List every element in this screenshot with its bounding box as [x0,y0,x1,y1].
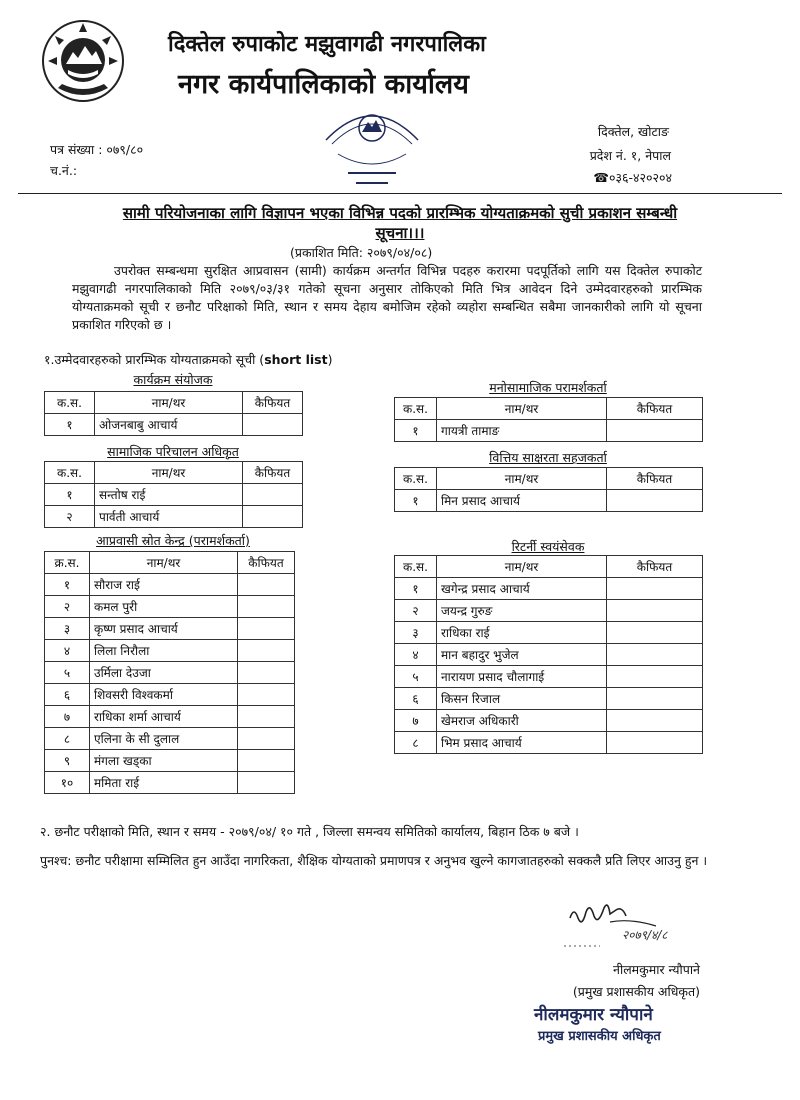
table-row [395,578,703,600]
financial-literacy-table-caption: वित्तिय साक्षरता सहजकर्ता [489,450,607,465]
candidate-name-cell: ओजनबाबु आचार्य [95,414,243,436]
shortlist-heading-close: ) [327,352,333,367]
serial-number-cell: १ [45,484,95,506]
psychosocial-table [394,397,703,442]
remarks-cell [607,578,703,600]
candidate-name-cell: मंगला खड्का [90,750,238,772]
table-row [45,618,295,640]
table-header-row [45,462,303,484]
candidate-name-cell: मिन प्रसाद आचार्य [437,490,607,512]
column-header: कैफियत [607,398,703,420]
table-row [395,600,703,622]
office-province: प्रदेश नं. १, नेपाल [589,148,671,163]
municipality-name: दिक्तेल रुपाकोट मझुवागढी नगरपालिका [168,32,486,57]
serial-number-cell: ७ [395,710,437,732]
table-row [45,414,303,436]
resource-center-table-caption: आप्रवासी स्रोत केन्द्र (परामर्शकर्ता) [96,533,250,548]
remarks-cell [607,710,703,732]
serial-number-cell: ४ [395,644,437,666]
candidate-name-cell: मान बहादुर भुजेल [437,644,607,666]
candidate-name-cell: राधिका राई [437,622,607,644]
returnee-table [394,555,703,754]
candidate-name-cell: कमल पुरी [90,596,238,618]
resource-center-table [44,551,295,794]
remarks-cell [243,414,303,436]
signature-date: २०७९/४/८ [622,928,668,942]
candidate-name-cell: राधिका शर्मा आचार्य [90,706,238,728]
serial-number-cell: ६ [45,684,90,706]
table-row [395,710,703,732]
remarks-cell [238,596,295,618]
column-header: कैफियत [243,392,303,414]
column-header: नाम/थर [95,392,243,414]
table-row [45,484,303,506]
column-header: कैफियत [607,468,703,490]
notice-body [72,262,702,335]
candidate-name-cell: पार्वती आचार्य [95,506,243,528]
column-header: नाम/थर [437,556,607,578]
header-divider [18,193,782,194]
shortlist-heading-np: १.उम्मेदवारहरुको प्रारम्भिक योग्यताक्रमको सूची ( [44,352,265,367]
table-header-row [45,552,295,574]
remarks-cell [243,484,303,506]
remarks-cell [607,490,703,512]
serial-number-cell: १ [45,574,90,596]
serial-number-cell: १ [395,490,437,512]
table-header-row [395,468,703,490]
social-officer-table-caption: सामाजिक परिचालन अधिकृत [107,444,239,459]
column-header: नाम/थर [90,552,238,574]
table-header-row [395,398,703,420]
candidate-name-cell: एलिना के सी दुलाल [90,728,238,750]
serial-number-cell: ४ [45,640,90,662]
serial-number-cell: ३ [45,618,90,640]
column-header: क.स. [45,392,95,414]
serial-number-cell: १० [45,772,90,794]
candidate-name-cell: जयन्द्र गुरुङ [437,600,607,622]
table-row [395,666,703,688]
table-header-row [395,556,703,578]
remarks-cell [607,644,703,666]
coordinator-table-caption: कार्यक्रम संयोजक [133,372,213,387]
remarks-cell [238,640,295,662]
remarks-cell [238,618,295,640]
table-row [395,490,703,512]
serial-number-cell: १ [45,414,95,436]
table-row [395,622,703,644]
municipality-emblem-logo [40,18,126,104]
column-header: क.स. [45,462,95,484]
table-row [395,644,703,666]
candidate-name-cell: शिवसरी विश्वकर्मा [90,684,238,706]
serial-number-cell: ५ [45,662,90,684]
candidate-name-cell: सन्तोष राई [95,484,243,506]
column-header: कैफियत [243,462,303,484]
serial-number-cell: १ [395,420,437,442]
notice-body-text: उपरोक्त सम्बन्धमा सुरक्षित आप्रवासन (सामी) कार्यक्रम अन्तर्गत विभिन्न पदहरु करारमा पदपूर्तिको लागि यस दिक्तेल रुपाकोट मझुवागढी नगरपालिकाको मिति २०७९/०३/३१ गतेको सूचना अनुसार तोकिएको मिति भित्र आवेदन दिने उम्मेदवारहरुको प्रारम्भिक योग्यताक्रमको सूची र छनौट परिक्षाको मिति, स्थान र समय देहाय बमोजिम रहेको व्यहोरा सम्बन्धित सबैमा जानकारीको लागि यो सूचना प्रकाशित गरिएको छ । [72,263,702,333]
candidate-name-cell: खगेन्द्र प्रसाद आचार्य [437,578,607,600]
table-header-row [45,392,303,414]
seal-name: नीलमकुमार न्यौपाने [534,1005,653,1025]
candidate-name-cell: किसन रिजाल [437,688,607,710]
serial-number-cell: ८ [395,732,437,754]
column-header: क.स. [395,468,437,490]
notice-subject-line2: सूचना।।। [375,224,425,243]
serial-number-cell: ७ [45,706,90,728]
remarks-cell [238,750,295,772]
column-header: कैफियत [238,552,295,574]
returnee-table-caption: रिटर्नी स्वयंसेवक [511,539,585,554]
notice-subject [40,203,760,244]
remarks-cell [243,506,303,528]
office-location: दिक्तेल, खोटाङ [597,124,669,139]
letter-number: पत्र संख्या : ०७९/८० [50,142,144,157]
dispatch-number: च.नं.: [50,163,78,178]
remarks-cell [607,732,703,754]
shortlist-heading-en: short list [264,352,328,367]
candidate-name-cell: ममिता राई [90,772,238,794]
table-row [45,662,295,684]
table-row [45,596,295,618]
column-header: क.स. [395,556,437,578]
postscript-note: पुनश्च: छनौट परीक्षामा सम्मिलित हुन आउँदा नागरिकता, शैक्षिक योग्यताको प्रमाणपत्र र अनुभव खुल्ने कागजातहरुको सक्कलै प्रति लिएर आउनु हुन । [40,853,708,868]
table-row [395,420,703,442]
remarks-cell [238,728,295,750]
table-row [45,728,295,750]
column-header: क.स. [395,398,437,420]
shortlist-heading [44,352,332,367]
remarks-cell [607,666,703,688]
column-header: कैफियत [607,556,703,578]
remarks-cell [238,772,295,794]
serial-number-cell: ९ [45,750,90,772]
remarks-cell [238,574,295,596]
social-officer-table [44,461,303,528]
candidate-name-cell: लिला निरौला [90,640,238,662]
signatory-name: नीलमकुमार न्यौपाने [613,962,700,977]
remarks-cell [238,684,295,706]
serial-number-cell: २ [45,506,95,528]
office-phone: ☎०३६-४२०२०४ [593,170,672,185]
candidate-name-cell: सौराज राई [90,574,238,596]
candidate-name-cell: कृष्ण प्रसाद आचार्य [90,618,238,640]
serial-number-cell: ३ [395,622,437,644]
notice-subject-line1: सामी परियोजनाका लागि विज्ञापन भएका विभिन्न पदको प्रारम्भिक योग्यताक्रमको सुची प्रकाशन सम्बन्धी [122,204,678,222]
table-row [45,772,295,794]
office-stamp [318,100,426,196]
office-name: नगर कार्यपालिकाको कार्यालय [178,69,469,100]
candidate-name-cell: खेमराज अधिकारी [437,710,607,732]
published-date: (प्रकाशित मिति: २०७९/०४/०८) [290,245,433,260]
table-row [45,684,295,706]
serial-number-cell: ५ [395,666,437,688]
psychosocial-table-caption: मनोसामाजिक परामर्शकर्ता [489,380,607,395]
table-row [395,688,703,710]
table-row [45,574,295,596]
remarks-cell [607,600,703,622]
remarks-cell [238,662,295,684]
table-row [45,506,303,528]
candidate-name-cell: नारायण प्रसाद चौलागाई [437,666,607,688]
candidate-name-cell: गायत्री तामाङ [437,420,607,442]
table-row [45,750,295,772]
serial-number-cell: २ [45,596,90,618]
column-header: नाम/थर [437,468,607,490]
serial-number-cell: ८ [45,728,90,750]
serial-number-cell: ६ [395,688,437,710]
column-header: नाम/थर [95,462,243,484]
remarks-cell [607,420,703,442]
exam-schedule: २. छनौट परीक्षाको मिति, स्थान र समय - २०७९/०४/ १० गते , जिल्ला समन्वय समितिको कार्यालय, बिहान ठिक ७ बजे । [40,824,579,839]
column-header: क्र.स. [45,552,90,574]
seal-title: प्रमुख प्रशासकीय अधिकृत [538,1029,661,1044]
financial-literacy-table [394,467,703,512]
candidate-name-cell: उर्मिला देउजा [90,662,238,684]
column-header: नाम/थर [437,398,607,420]
table-row [45,640,295,662]
candidate-name-cell: भिम प्रसाद आचार्य [437,732,607,754]
remarks-cell [238,706,295,728]
serial-number-cell: १ [395,578,437,600]
table-row [395,732,703,754]
table-row [45,706,295,728]
signatory-title: (प्रमुख प्रशासकीय अधिकृत) [572,984,700,999]
serial-number-cell: २ [395,600,437,622]
remarks-cell [607,688,703,710]
remarks-cell [607,622,703,644]
coordinator-table [44,391,303,436]
